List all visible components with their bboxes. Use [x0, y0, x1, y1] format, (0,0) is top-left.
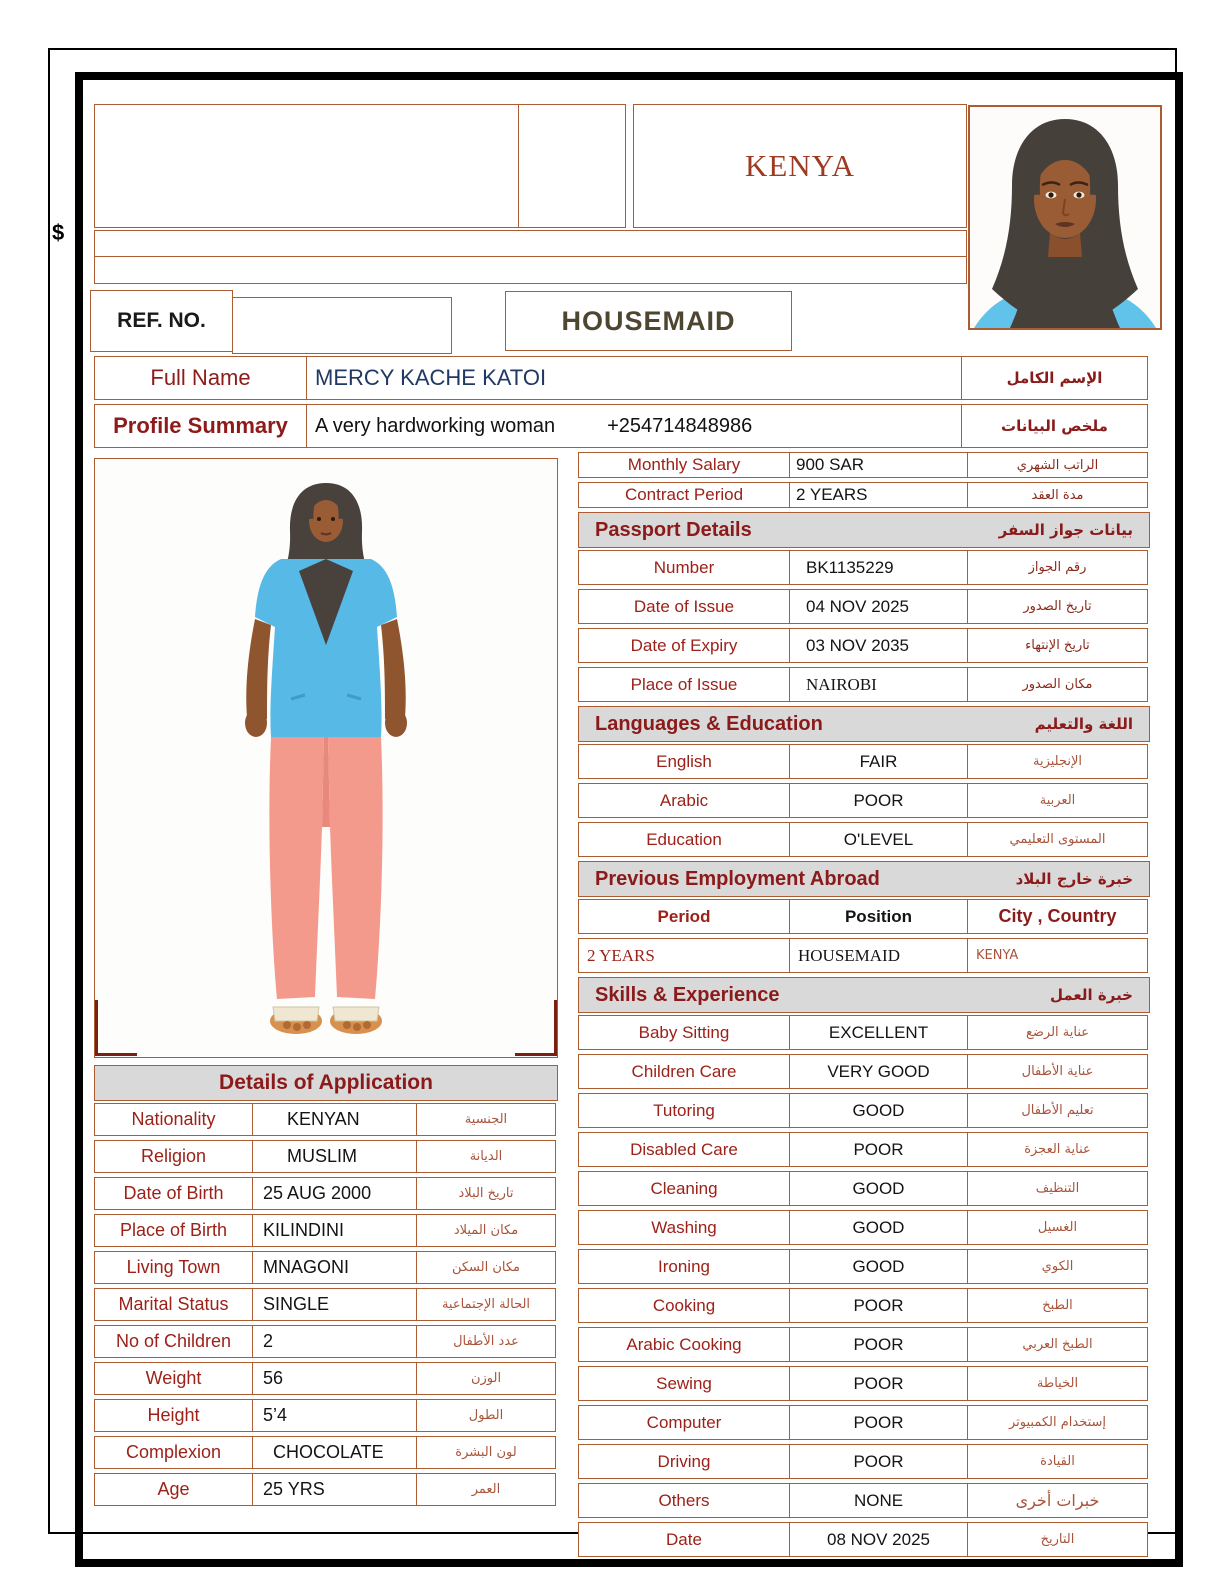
row-label-arabic: الخياطة: [967, 1366, 1148, 1401]
row-label-arabic: الراتب الشهري: [967, 452, 1148, 478]
table-row: [94, 1288, 558, 1323]
row-label-arabic: عدد الأطفال: [416, 1325, 556, 1358]
table-row: [578, 1483, 1150, 1520]
row-label: Place of Birth: [94, 1214, 253, 1247]
header-strip-1: [94, 230, 967, 257]
profile-summary-label-arabic: ملخص البيانات: [961, 404, 1148, 448]
row-label: Complexion: [94, 1436, 253, 1469]
table-row: [578, 1366, 1150, 1403]
row-label: Monthly Salary: [578, 452, 790, 478]
table-row: [94, 1214, 558, 1249]
profile-summary-label: Profile Summary: [94, 404, 307, 448]
contract-period-row: [578, 482, 1150, 510]
row-label-arabic: الغسيل: [967, 1210, 1148, 1245]
row-value: GOOD: [789, 1210, 968, 1245]
row-value: POOR: [789, 1132, 968, 1167]
row-value: 25 AUG 2000: [252, 1177, 417, 1210]
row-label: Ironing: [578, 1249, 790, 1284]
row-label-arabic: الجنسية: [416, 1103, 556, 1136]
previous-employment-header: [578, 861, 1150, 897]
row-label: Others: [578, 1483, 790, 1518]
row-label-arabic: الطول: [416, 1399, 556, 1432]
row-label-arabic: التاريخ: [967, 1522, 1148, 1557]
table-row: [578, 1288, 1150, 1325]
headshot-photo: [968, 105, 1162, 330]
row-value: 2: [252, 1325, 417, 1358]
table-row: [578, 589, 1150, 626]
table-row: [578, 1327, 1150, 1364]
row-value: MNAGONI: [252, 1251, 417, 1284]
profile-summary-value: [306, 404, 962, 448]
section-title-arabic: خبرة العمل: [1049, 986, 1133, 1004]
row-label: Date: [578, 1522, 790, 1557]
header-empty-box-mid: [518, 104, 626, 228]
row-label-arabic: لون البشرة: [416, 1436, 556, 1469]
row-label-arabic: إستخدام الكمبيوتر: [967, 1405, 1148, 1440]
row-value: GOOD: [789, 1171, 968, 1206]
table-row: [94, 1140, 558, 1175]
skills-experience-header: [578, 977, 1150, 1013]
table-row: [94, 1177, 558, 1212]
row-value: 04 NOV 2025: [789, 589, 968, 624]
row-value: BK1135229: [789, 550, 968, 585]
profile-summary-text: A very hardworking woman: [315, 414, 556, 437]
row-label-arabic: عناية الرضع: [967, 1015, 1148, 1050]
row-label-arabic: الإنجليزية: [967, 744, 1148, 779]
monthly-salary-row: [578, 452, 1150, 480]
table-row: [578, 822, 1150, 859]
full-name-row: [94, 356, 1152, 402]
table-row: [94, 1251, 558, 1286]
photo-corner-mark: [95, 1053, 137, 1056]
row-label: Children Care: [578, 1054, 790, 1089]
header-strip-2: [94, 256, 967, 284]
column-header: Position: [789, 899, 968, 934]
row-label: Date of Expiry: [578, 628, 790, 663]
row-value: VERY GOOD: [789, 1054, 968, 1089]
section-title-arabic: خبرة خارج البلاد: [1015, 870, 1133, 888]
section-title: Passport Details: [595, 518, 752, 541]
row-value: GOOD: [789, 1249, 968, 1284]
row-value: FAIR: [789, 744, 968, 779]
row-value: SINGLE: [252, 1288, 417, 1321]
details-of-application: [94, 1065, 558, 1510]
table-row: [94, 1399, 558, 1434]
row-label-arabic: العربية: [967, 783, 1148, 818]
row-value: KENYAN: [252, 1103, 417, 1136]
row-label: Education: [578, 822, 790, 857]
row-label: Cleaning: [578, 1171, 790, 1206]
employment-columns-row: [578, 899, 1150, 936]
row-label: English: [578, 744, 790, 779]
row-value: NAIROBI: [789, 667, 968, 702]
row-value: EXCELLENT: [789, 1015, 968, 1050]
table-row: [94, 1325, 558, 1360]
row-value: 25 YRS: [252, 1473, 417, 1506]
table-row: [94, 1103, 558, 1138]
row-label: Place of Issue: [578, 667, 790, 702]
row-value: KILINDINI: [252, 1214, 417, 1247]
row-label-arabic: المستوى التعليمي: [967, 822, 1148, 857]
stray-mark: $: [52, 220, 65, 245]
row-label-arabic: مكان الصدور: [967, 667, 1148, 702]
row-label-arabic: مكان السكن: [416, 1251, 556, 1284]
identity-block: [94, 356, 1152, 452]
table-row: [578, 1444, 1150, 1481]
row-label-arabic: تاريخ الصدور: [967, 589, 1148, 624]
column-header: City , Country: [967, 899, 1148, 934]
row-label-arabic: تعليم الأطفال: [967, 1093, 1148, 1128]
languages-education-header: [578, 706, 1150, 742]
row-value: GOOD: [789, 1093, 968, 1128]
employment-position: HOUSEMAID: [789, 938, 968, 973]
row-value: O'LEVEL: [789, 822, 968, 857]
row-label-arabic: تاريخ البلاد: [416, 1177, 556, 1210]
header-empty-box-left: [94, 104, 519, 228]
table-row: [578, 1132, 1150, 1169]
row-label-arabic: مكان الميلاد: [416, 1214, 556, 1247]
section-title: Languages & Education: [595, 712, 823, 735]
table-row: [94, 1362, 558, 1397]
photo-corner-mark: [554, 1000, 557, 1056]
table-row: [578, 744, 1150, 781]
table-row: [578, 1249, 1150, 1286]
row-label: Sewing: [578, 1366, 790, 1401]
row-label: Religion: [94, 1140, 253, 1173]
table-row: [578, 550, 1150, 587]
row-value: POOR: [789, 1288, 968, 1323]
row-label: Arabic Cooking: [578, 1327, 790, 1362]
headshot-illustration: [970, 107, 1160, 328]
row-label: Height: [94, 1399, 253, 1432]
full-name-label-arabic: الإسم الكامل: [961, 356, 1148, 400]
row-label: Contract Period: [578, 482, 790, 508]
row-label-arabic: رقم الجواز: [967, 550, 1148, 585]
row-label: Number: [578, 550, 790, 585]
row-label-arabic: الحالة الإجتماعية: [416, 1288, 556, 1321]
row-value: CHOCOLATE: [252, 1436, 417, 1469]
full-name-label: Full Name: [94, 356, 307, 400]
position-title-box: [505, 291, 792, 351]
section-title: Previous Employment Abroad: [595, 867, 880, 890]
row-label: No of Children: [94, 1325, 253, 1358]
full-body-photo: [94, 458, 558, 1058]
country-box: [633, 104, 967, 228]
table-row: [578, 1522, 1150, 1559]
row-label: Date of Issue: [578, 589, 790, 624]
section-title-arabic: بيانات جواز السفر: [998, 521, 1133, 539]
row-label: Computer: [578, 1405, 790, 1440]
row-label: Baby Sitting: [578, 1015, 790, 1050]
row-value: POOR: [789, 1444, 968, 1479]
passport-details-header: [578, 512, 1150, 548]
row-value: 5’4: [252, 1399, 417, 1432]
table-row: [578, 1015, 1150, 1052]
details-header: Details of Application: [94, 1065, 558, 1101]
row-value: 03 NOV 2035: [789, 628, 968, 663]
row-value: 2 YEARS: [789, 482, 968, 508]
row-label: Living Town: [94, 1251, 253, 1284]
ref-no-box: [90, 290, 233, 352]
table-row: [578, 1171, 1150, 1208]
row-label: Age: [94, 1473, 253, 1506]
ref-no-value-box: [232, 297, 452, 354]
table-row: [578, 1405, 1150, 1442]
table-row: [578, 628, 1150, 665]
row-label: Cooking: [578, 1288, 790, 1323]
table-row: [578, 1210, 1150, 1247]
row-value: POOR: [789, 783, 968, 818]
row-label-arabic: الديانة: [416, 1140, 556, 1173]
country-label: KENYA: [744, 148, 856, 183]
employment-data-row: [578, 938, 1150, 975]
row-label-arabic: التنظيف: [967, 1171, 1148, 1206]
row-label: Tutoring: [578, 1093, 790, 1128]
photo-corner-mark: [95, 1000, 98, 1056]
section-title-arabic: اللغة والتعليم: [1034, 715, 1133, 733]
section-title: Skills & Experience: [595, 983, 780, 1006]
row-label: Washing: [578, 1210, 790, 1245]
row-value: POOR: [789, 1327, 968, 1362]
table-row: [578, 783, 1150, 820]
table-row: [578, 1093, 1150, 1130]
full-name-value: MERCY KACHE KATOI: [306, 356, 962, 400]
ref-no-label: REF. NO.: [117, 309, 206, 332]
row-value: 08 NOV 2025: [789, 1522, 968, 1557]
row-label-arabic: عناية العجزة: [967, 1132, 1148, 1167]
table-row: [94, 1436, 558, 1471]
row-label-arabic: الوزن: [416, 1362, 556, 1395]
row-label-arabic: خبرات أخرى: [967, 1483, 1148, 1518]
profile-phone: +254714848986: [607, 414, 753, 437]
row-label: Weight: [94, 1362, 253, 1395]
column-header: Period: [578, 899, 790, 934]
profile-summary-row: [94, 404, 1152, 450]
row-value: 900 SAR: [789, 452, 968, 478]
row-value: POOR: [789, 1366, 968, 1401]
row-label-arabic: القيادة: [967, 1444, 1148, 1479]
row-label-arabic: الكوي: [967, 1249, 1148, 1284]
row-label: Nationality: [94, 1103, 253, 1136]
row-label: Marital Status: [94, 1288, 253, 1321]
row-label: Date of Birth: [94, 1177, 253, 1210]
row-value: 56: [252, 1362, 417, 1395]
row-label-arabic: تاريخ الإنتهاء: [967, 628, 1148, 663]
row-value: NONE: [789, 1483, 968, 1518]
employment-city-country: KENYA: [967, 938, 1148, 973]
row-label: Arabic: [578, 783, 790, 818]
row-value: MUSLIM: [252, 1140, 417, 1173]
photo-corner-mark: [515, 1053, 557, 1056]
table-row: [94, 1473, 558, 1508]
row-label: Disabled Care: [578, 1132, 790, 1167]
row-label-arabic: مدة العقد: [967, 482, 1148, 508]
right-column: [578, 452, 1150, 1561]
table-row: [578, 667, 1150, 704]
row-label-arabic: الطبخ العربي: [967, 1327, 1148, 1362]
row-label-arabic: العمر: [416, 1473, 556, 1506]
row-label: Driving: [578, 1444, 790, 1479]
employment-period: 2 YEARS: [578, 938, 790, 973]
table-row: [578, 1054, 1150, 1091]
position-title: HOUSEMAID: [561, 305, 736, 336]
row-label-arabic: الطبخ: [967, 1288, 1148, 1323]
row-label-arabic: عناية الأطفال: [967, 1054, 1148, 1089]
full-body-illustration: [95, 459, 557, 1057]
row-value: POOR: [789, 1405, 968, 1440]
